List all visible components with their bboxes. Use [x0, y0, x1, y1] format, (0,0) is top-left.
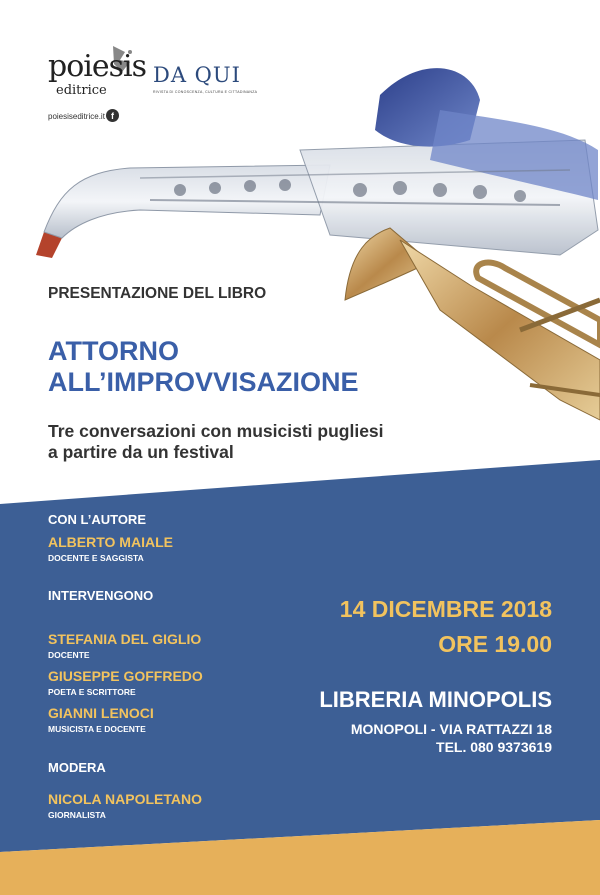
speaker-2-name: GIUSEPPE GOFFREDO — [48, 668, 203, 684]
publisher-logo-subtitle: editrice — [56, 83, 107, 98]
publisher-url[interactable]: poiesiseditrice.it — [48, 112, 105, 121]
book-title — [48, 336, 359, 398]
partner-tagline: RIVISTA DI CONOSCENZA, CULTURA E CITTADINANZA — [153, 90, 258, 94]
book-title-line1: ATTORNO — [48, 336, 179, 366]
publisher-logo: poiesis — [48, 49, 146, 84]
moderator-role: GIORNALISTA — [48, 810, 106, 820]
partner-logo: DA QUI — [153, 63, 241, 87]
speakers-label: INTERVENGONO — [48, 588, 154, 603]
author-name: ALBERTO MAIALE — [48, 534, 173, 550]
saxophone-illustration — [36, 68, 598, 258]
event-venue: LIBRERIA MINOPOLIS — [319, 687, 552, 712]
event-phone: TEL. 080 9373619 — [436, 739, 552, 755]
moderator-label: MODERA — [48, 760, 106, 775]
speaker-3-name: GIANNI LENOCI — [48, 705, 154, 721]
event-type-label: PRESENTAZIONE DEL LIBRO — [48, 285, 267, 302]
book-subtitle-line1: Tre conversazioni con musicisti pugliesi — [48, 421, 384, 441]
event-date: 14 DICEMBRE 2018 — [339, 596, 552, 622]
speaker-1-name: STEFANIA DEL GIGLIO — [48, 631, 202, 647]
event-address: MONOPOLI - VIA RATTAZZI 18 — [350, 721, 552, 737]
author-role: DOCENTE E SAGGISTA — [48, 553, 144, 563]
trumpet-illustration — [345, 228, 600, 420]
event-time: ORE 19.00 — [438, 631, 552, 657]
moderator-name: NICOLA NAPOLETANO — [48, 791, 202, 807]
book-subtitle-line2: a partire da un festival — [48, 442, 234, 462]
book-subtitle — [48, 421, 384, 463]
author-label: CON L’AUTORE — [48, 512, 146, 527]
speaker-3-role: MUSICISTA E DOCENTE — [48, 724, 146, 734]
speaker-2-role: POETA E SCRITTORE — [48, 687, 136, 697]
book-title-line2: ALL’IMPROVVISAZIONE — [48, 367, 359, 397]
speaker-1-role: DOCENTE — [48, 650, 90, 660]
facebook-icon[interactable]: f — [106, 109, 119, 122]
